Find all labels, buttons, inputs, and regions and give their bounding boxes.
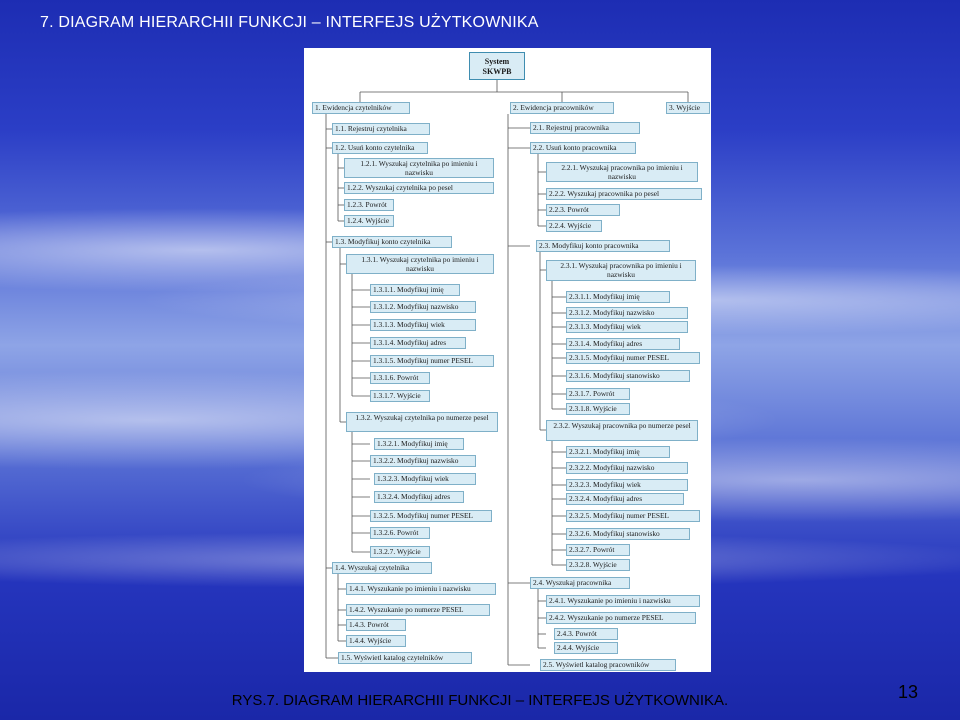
node-2-2-1: 2.2.1. Wyszukaj pracownika po imieniu i nazwisku xyxy=(546,162,698,182)
node-1-3-2-1: 1.3.2.1. Modyfikuj imię xyxy=(374,438,464,450)
node-2-3-1-5: 2.3.1.5. Modyfikuj numer PESEL xyxy=(566,352,700,364)
node-1-3-1-4: 1.3.1.4. Modyfikuj adres xyxy=(370,337,466,349)
node-2-3-2-2: 2.3.2.2. Modyfikuj nazwisko xyxy=(566,462,688,474)
figure-caption: RYS.7. DIAGRAM HIERARCHII FUNKCJI – INTERFEJS UŻYTKOWNIKA. xyxy=(231,692,729,709)
node-1-3-2-3: 1.3.2.3. Modyfikuj wiek xyxy=(374,473,476,485)
node-1-3-2-2: 1.3.2.2. Modyfikuj nazwisko xyxy=(370,455,476,467)
node-2-3-1: 2.3.1. Wyszukaj pracownika po imieniu i nazwisku xyxy=(546,260,696,281)
node-2-2-3: 2.2.3. Powrót xyxy=(546,204,620,216)
node-1-3-2-7: 1.3.2.7. Wyjście xyxy=(370,546,430,558)
node-root: System SKWPB xyxy=(469,52,525,80)
node-1-3-1-7: 1.3.1.7. Wyjście xyxy=(370,390,430,402)
node-1-4-2: 1.4.2. Wyszukanie po numerze PESEL xyxy=(346,604,490,616)
page-number: 13 xyxy=(897,682,918,702)
node-2-3-2-4: 2.3.2.4. Modyfikuj adres xyxy=(566,493,684,505)
node-1-2-2: 1.2.2. Wyszukaj czytelnika po pesel xyxy=(344,182,494,194)
node-1-3-2: 1.3.2. Wyszukaj czytelnika po numerze pesel xyxy=(346,412,498,432)
node-1-3-2-4: 1.3.2.4. Modyfikuj adres xyxy=(374,491,464,503)
node-2-3-2-8: 2.3.2.8. Wyjście xyxy=(566,559,630,571)
node-1: 1. Ewidencja czytelników xyxy=(312,102,410,114)
node-2-3-1-2: 2.3.1.2. Modyfikuj nazwisko xyxy=(566,307,688,319)
node-1-3-1-2: 1.3.1.2. Modyfikuj nazwisko xyxy=(370,301,476,313)
node-2-4-2: 2.4.2. Wyszukanie po numerze PESEL xyxy=(546,612,696,624)
node-1-2-1: 1.2.1. Wyszukaj czytelnika po imieniu i nazwisku xyxy=(344,158,494,178)
node-1-3: 1.3. Modyfikuj konto czytelnika xyxy=(332,236,452,248)
node-2-3-1-7: 2.3.1.7. Powrót xyxy=(566,388,630,400)
node-2-3-2-3: 2.3.2.3. Modyfikuj wiek xyxy=(566,479,688,491)
node-1-4-3: 1.4.3. Powrót xyxy=(346,619,406,631)
node-1-4-1: 1.4.1. Wyszukanie po imieniu i nazwisku xyxy=(346,583,496,595)
node-1-3-2-6: 1.3.2.6. Powrót xyxy=(370,527,430,539)
node-1-4: 1.4. Wyszukaj czytelnika xyxy=(332,562,432,574)
node-2-3-1-6: 2.3.1.6. Modyfikuj stanowisko xyxy=(566,370,690,382)
slide-title: 7. DIAGRAM HIERARCHII FUNKCJI – INTERFEJS UŻYTKOWNIKA xyxy=(40,14,539,31)
node-2-4-1: 2.4.1. Wyszukanie po imieniu i nazwisku xyxy=(546,595,700,607)
node-1-3-1-5: 1.3.1.5. Modyfikuj numer PESEL xyxy=(370,355,494,367)
node-2-3-1-8: 2.3.1.8. Wyjście xyxy=(566,403,630,415)
node-1-3-1: 1.3.1. Wyszukaj czytelnika po imieniu i nazwisku xyxy=(346,254,494,274)
node-2-4: 2.4. Wyszukaj pracownika xyxy=(530,577,630,589)
node-2-3-2-1: 2.3.2.1. Modyfikuj imię xyxy=(566,446,670,458)
node-1-4-4: 1.4.4. Wyjście xyxy=(346,635,406,647)
node-2-3-1-1: 2.3.1.1. Modyfikuj imię xyxy=(566,291,670,303)
node-1-3-1-3: 1.3.1.3. Modyfikuj wiek xyxy=(370,319,476,331)
node-2-3-1-3: 2.3.1.3. Modyfikuj wiek xyxy=(566,321,688,333)
node-2-3-2-7: 2.3.2.7. Powrót xyxy=(566,544,630,556)
node-2-3-2-6: 2.3.2.6. Modyfikuj stanowisko xyxy=(566,528,690,540)
node-1-5: 1.5. Wyświetl katalog czytelników xyxy=(338,652,472,664)
node-2-4-3: 2.4.3. Powrót xyxy=(554,628,618,640)
node-2-1: 2.1. Rejestruj pracownika xyxy=(530,122,640,134)
node-2-3-1-4: 2.3.1.4. Modyfikuj adres xyxy=(566,338,680,350)
node-2-4-4: 2.4.4. Wyjście xyxy=(554,642,618,654)
node-2-3-2-5: 2.3.2.5. Modyfikuj numer PESEL xyxy=(566,510,700,522)
node-2: 2. Ewidencja pracowników xyxy=(510,102,614,114)
node-1-2-4: 1.2.4. Wyjście xyxy=(344,215,394,227)
node-1-1: 1.1. Rejestruj czytelnika xyxy=(332,123,430,135)
node-1-2: 1.2. Usuń konto czytelnika xyxy=(332,142,428,154)
node-1-3-1-1: 1.3.1.1. Modyfikuj imię xyxy=(370,284,460,296)
node-1-2-3: 1.2.3. Powrót xyxy=(344,199,394,211)
node-2-2-4: 2.2.4. Wyjście xyxy=(546,220,602,232)
hierarchy-diagram xyxy=(304,48,711,672)
node-3: 3. Wyjście xyxy=(666,102,710,114)
node-1-3-1-6: 1.3.1.6. Powrót xyxy=(370,372,430,384)
node-2-5: 2.5. Wyświetl katalog pracowników xyxy=(540,659,676,671)
node-1-3-2-5: 1.3.2.5. Modyfikuj numer PESEL xyxy=(370,510,492,522)
node-2-2: 2.2. Usuń konto pracownika xyxy=(530,142,636,154)
node-2-3: 2.3. Modyfikuj konto pracownika xyxy=(536,240,670,252)
node-2-3-2: 2.3.2. Wyszukaj pracownika po numerze pesel xyxy=(546,420,698,441)
node-2-2-2: 2.2.2. Wyszukaj pracownika po pesel xyxy=(546,188,702,200)
